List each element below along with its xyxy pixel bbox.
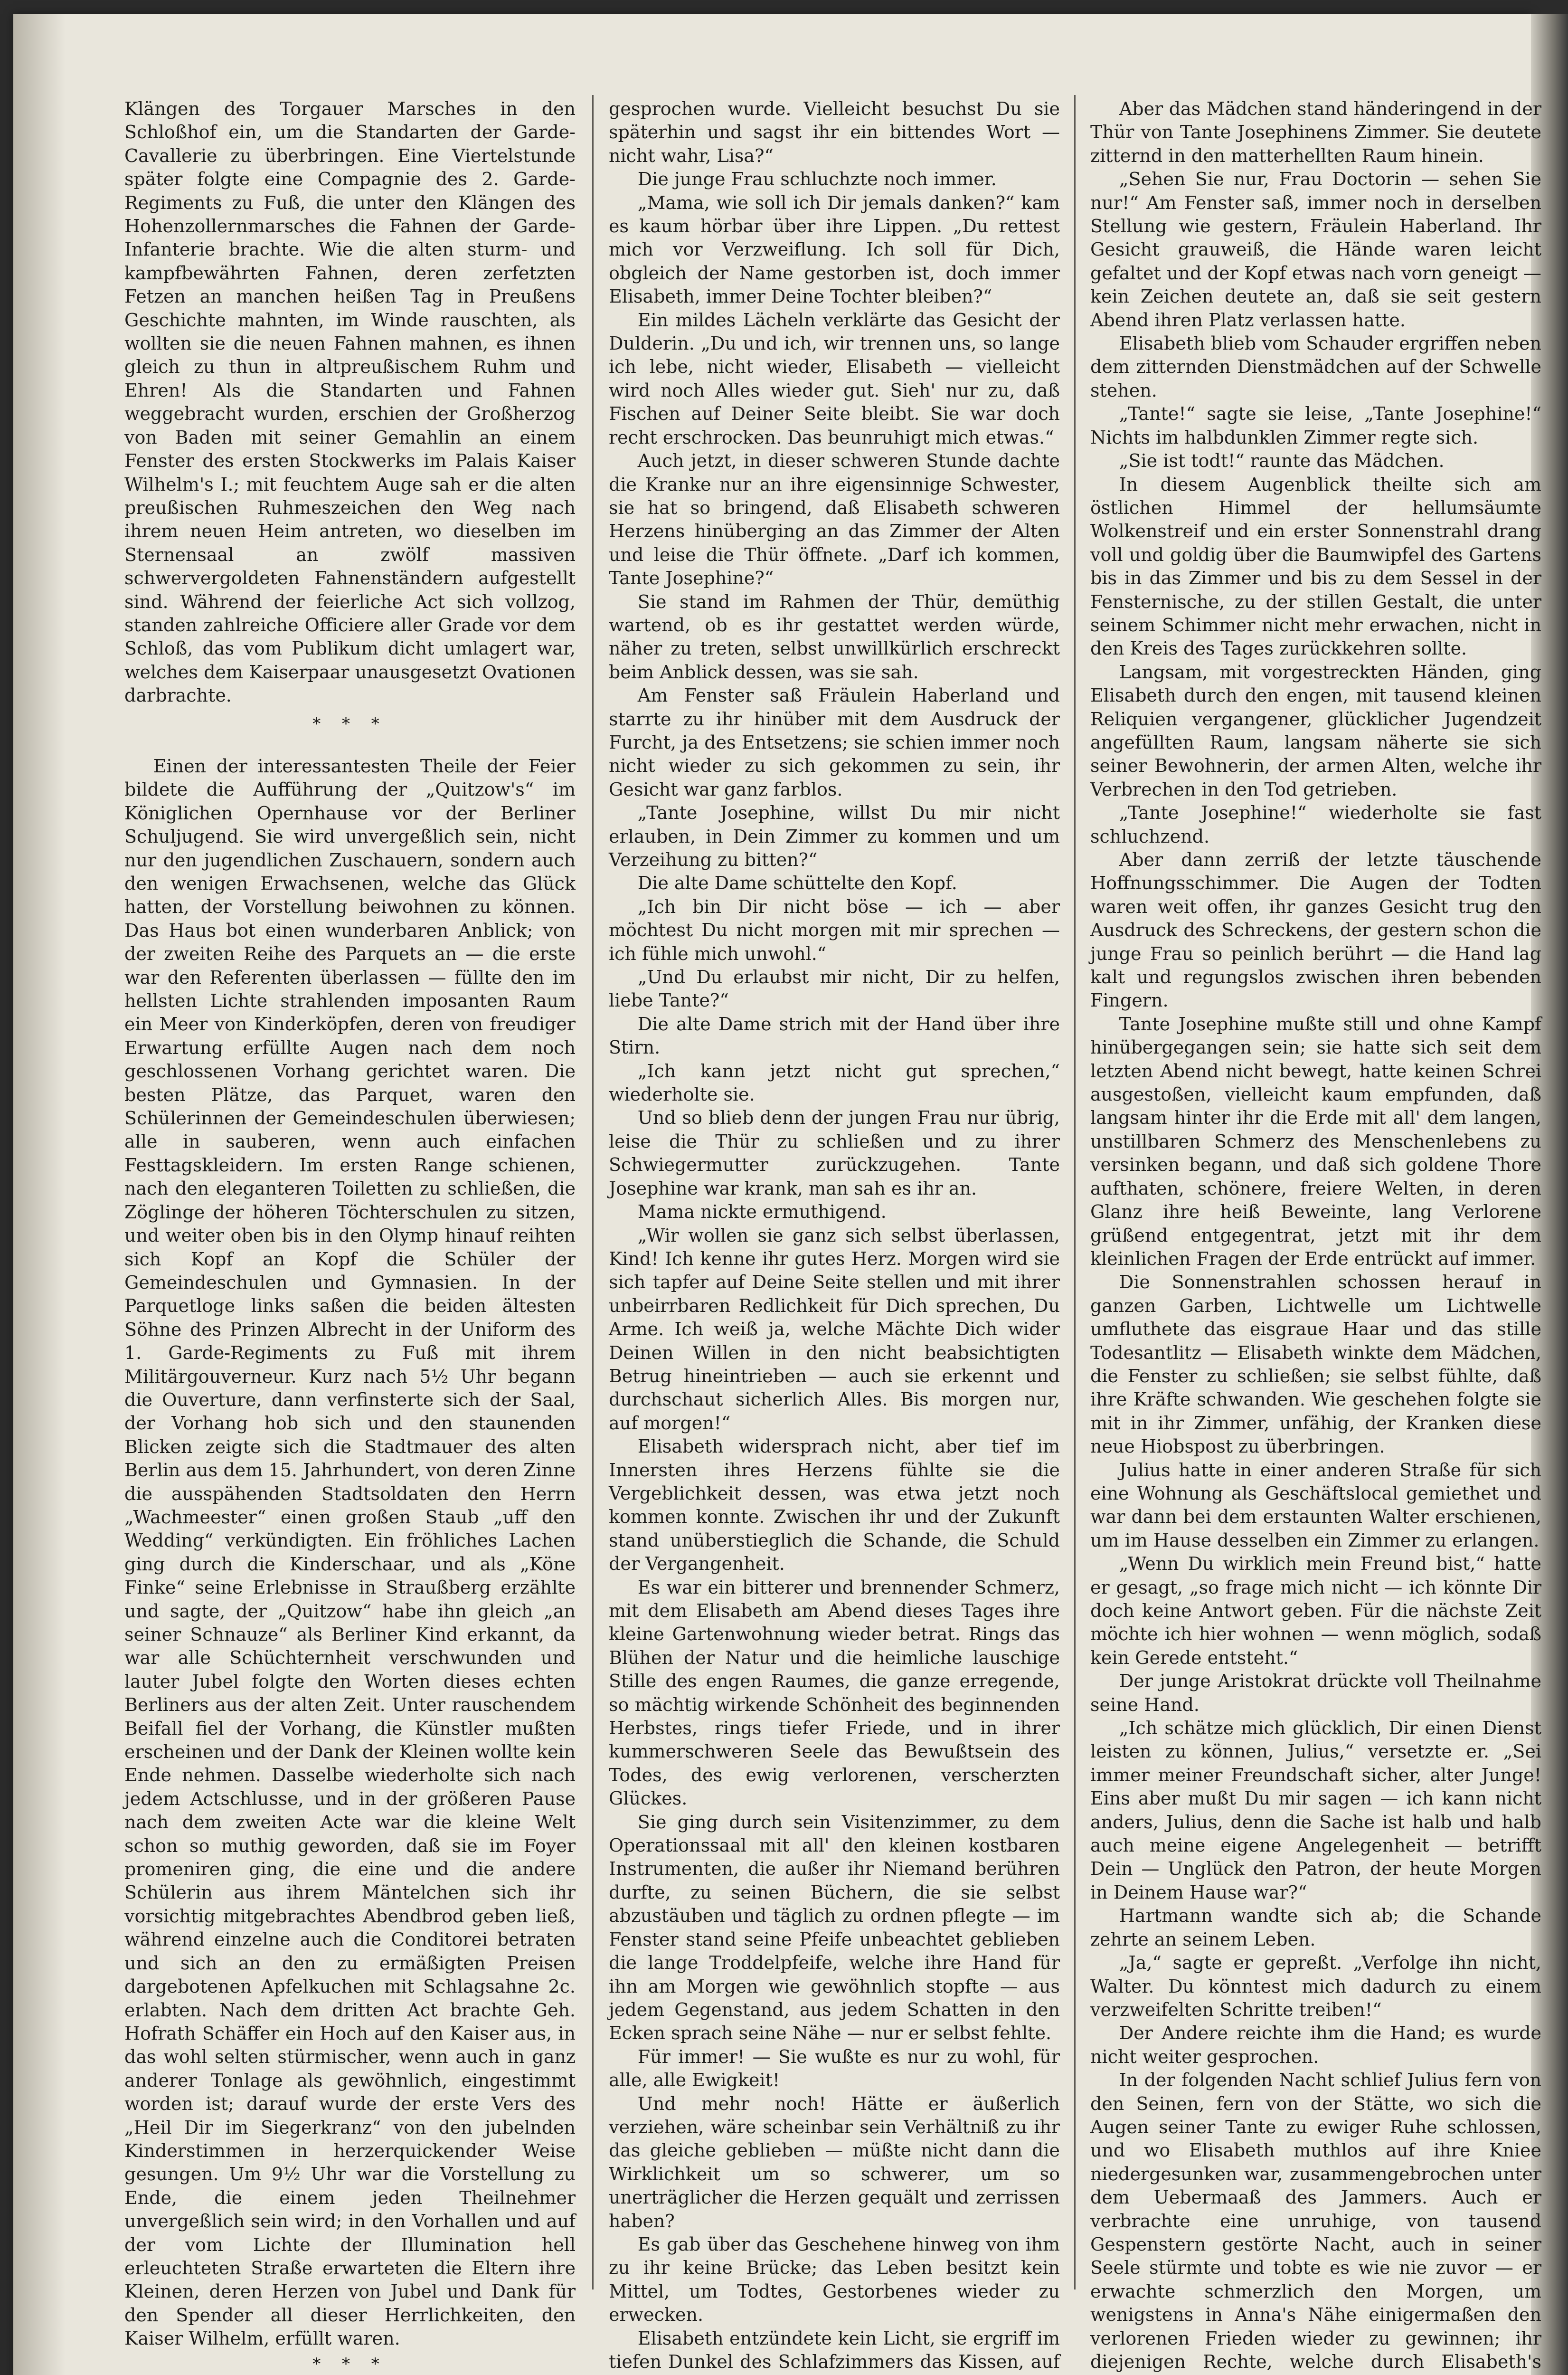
paragraph: „Und Du erlaubst mir nicht, Dir zu helfen, liebe Tante?“ (609, 967, 1060, 1011)
column-2 (609, 97, 1060, 2375)
paragraph: Aber das Mädchen stand händeringend in der Thür von Tante Josephinens Zimmer. Sie deutete zitternd in den matterhellten Raum hinein. (1090, 98, 1541, 166)
paragraph: Tante Josephine mußte still und ohne Kampf hinübergegangen sein; sie hatte sich seit dem letzten Abend nicht bewegt, hatte keinen Schrei ausgestoßen, vielleicht kaum empfunden, daß langsam hinter ihr die Erde mit all' dem langen, unstillbaren Schmerz des Menschenlebens zu versinken begann, und daß sich goldene Thore aufthaten, schönere, freiere Welten, in deren Glanz ihre heiß Beweinte, lang Verlorene grüßend entgegentrat, jetzt mit ihr dem kleinlichen Fragen der Erde entrückt auf immer. (1090, 1013, 1541, 1269)
column-3 (1090, 97, 1541, 2375)
paragraph: Einen der interessantesten Theile der Feier bildete die Aufführung der „Quitzow's“ im Königlichen Opernhause vor der Berliner Schuljugend. Sie wird unvergeßlich sein, nicht nur den jugendlichen Zuschauern, sondern auch den wenigen Erwachsenen, welche das Glück hatten, der Vorstellung beiwohnen zu können. Das Haus bot einen wunderbaren Anblick; von der zweiten Reihe des Parquets an — die erste war den Referenten überlassen — füllte den im hellsten Lichte strahlenden imposanten Raum ein Meer von Kinderköpfen, deren von freudiger Erwartung erfüllte Augen nach dem noch geschlossenen Vorhang gerichtet waren. Die besten Plätze, das Parquet, waren den Schülerinnen der Gemeindeschulen überwiesen; alle in sauberen, wenn auch einfachen Festtagskleidern. Im ersten Range schienen, nach den eleganteren Toiletten zu schließen, die Zöglinge der höheren Töchterschulen zu sitzen, und weiter oben bis in den Olymp hinauf reihten sich Kopf an Kopf die Schüler der Gemeindeschulen und Gymnasien. In der Parquetloge links saßen die beiden ältesten Söhne des Prinzen Albrecht in der Uniform des 1. Garde-Regiments zu Fuß mit ihrem Militärgouverneur. Kurz nach 5½ Uhr begann die Ouverture, dann verfinsterte sich der Saal, der Vorhang hob sich und den staunenden Blicken zeigte sich die Stadtmauer des alten Berlin aus dem 15. Jahrhundert, von deren Zinne die ausspähenden Stadtsoldaten den Herrn „Wachmeester“ einen großen Staub „uff den Wedding“ verkündigten. Ein fröhliches Lachen ging durch die Kinderschaar, und als „Köne Finke“ seine Erlebnisse in Straußberg erzählte und sagte, der „Quitzow“ habe ihn gleich „an seiner Schnauze“ als Berliner Kind erkannt, da war alle Schüchternheit verschwunden und lauter Jubel folgte den Worten dieses echten Berliners aus der alten Zeit. Unter rauschendem Beifall fiel der Vorhang, die Künstler mußten erscheinen und der Dank der Kleinen wollte kein Ende nehmen. Dasselbe wiederholte sich nach jedem Actschlusse, und in der größeren Pause nach dem zweiten Acte war die kleine Welt schon so muthig geworden, daß sie im Foyer promeniren ging, die eine und die andere Schülerin aus ihrem Mäntelchen sich ihr vorsichtig mitgebrachtes Abendbrod geben ließ, während einzelne auch die Conditorei betraten und sich an den zu ermäßigten Preisen dargebotenen Apfelkuchen mit Schlagsahne 2c. erlabten. Nach dem dritten Act brachte Geh. Hofrath Schäffer ein Hoch auf den Kaiser aus, in das wohl selten stürmischer, wenn auch in ganz anderer Tonlage als gewöhnlich, eingestimmt worden ist; darauf wurde der erste Vers des „Heil Dir im Siegerkranz“ von den jubelnden Kinderstimmen in herzerquickender Weise gesungen. Um 9½ Uhr war die Vorstellung zu Ende, die einem jeden Theilnehmer unvergeßlich sein wird; in den Vorhallen und auf der vom Lichte der Illumination hell erleuchteten Straße erwarteten die Eltern ihre Kleinen, deren Herzen von Jubel und Dank für den Spender all dieser Herrlichkeiten, den Kaiser Wilhelm, erfüllt waren. (124, 755, 576, 2349)
paragraph: Mama nickte ermuthigend. (637, 1201, 887, 1223)
paragraph: „Ja,“ sagte er gepreßt. „Verfolge ihn nicht, Walter. Du könntest mich dadurch zu einem verzweifelten Schritte treiben!“ (1090, 1952, 1541, 2020)
paragraph: Und so blieb denn der jungen Frau nur übrig, leise die Thür zu schließen und zu ihrer Schwiegermutter zurückzugehen. Tante Josephine war krank, man sah es ihr an. (609, 1107, 1060, 1199)
paragraph: „Ich schätze mich glücklich, Dir einen Dienst leisten zu können, Julius,“ versetzte er. „Sei immer meiner Freundschaft sicher, alter Junge! Eins aber mußt Du mir sagen — ich kann nicht anders, Julius, denn die Sache ist halb und halb auch meine eigene Angelegenheit — betrifft Dein — Unglück den Patron, der heute Morgen in Deinem Hause war?“ (1090, 1718, 1541, 1903)
paragraph: Es gab über das Geschehene hinweg von ihm zu ihr keine Brücke; das Leben besitzt kein Mittel, um Todtes, Gestorbenes wieder zu erwecken. (609, 2233, 1060, 2326)
paragraph: Am Fenster saß Fräulein Haberland und starrte zu ihr hinüber mit dem Ausdruck der Furcht, ja des Entsetzens; sie schien immer noch nicht wieder zu sich gekommen zu sein, ihr Gesicht war ganz farblos. (609, 685, 1060, 800)
paragraph: In der folgenden Nacht schlief Julius fern von den Seinen, fern von der Stätte, wo sich die Augen seiner Tante zu ewiger Ruhe schlossen, und wo Elisabeth muthlos auf ihre Kniee niedergesunken war, zusammengebrochen unter dem Uebermaaß des Jammers. Auch er verbrachte eine unruhige, von tausend Gespenstern gestörte Nacht, auch in seiner Seele stürmte und tobte es wie nie zuvor — er erwachte schmerzlich den Morgen, um wenigstens in Anna's Nähe einigermaßen den verlorenen Frieden wieder zu gewinnen; ihr diejenigen Rechte, welche durch Elisabeth's (1090, 2070, 1541, 2372)
paragraph: Julius hatte in einer anderen Straße für sich eine Wohnung als Geschäftslocal gemiethet und war dann bei dem erstaunten Walter erschienen, um im Hause desselben ein Zimmer zu erlangen. (1090, 1459, 1541, 1551)
paragraph: Der Andere reichte ihm die Hand; es wurde nicht weiter gesprochen. (1090, 2023, 1541, 2067)
paragraph: In diesem Augenblick theilte sich am östlichen Himmel der hellumsäumte Wolkenstreif und ein erster Sonnenstrahl drang voll und goldig über die Baumwipfel des Gartens bis in das Zimmer und bis zu dem Sessel in der Fensternische, zu der stillen Gestalt, die unter seinem Schimmer nicht mehr erwachen, nicht in den Kreis des Tages zurückkehren sollte. (1090, 474, 1541, 659)
paragraph: Ein mildes Lächeln verklärte das Gesicht der Dulderin. „Du und ich, wir trennen uns, so lange ich lebe, nicht wieder, Elisabeth — vielleicht wird noch Alles wieder gut. Sieh' nur zu, daß Fischen auf Deiner Seite bleibt. Sie war doch recht erschrocken. Das beunruhigt mich etwas.“ (609, 309, 1060, 448)
paragraph: „Mama, wie soll ich Dir jemals danken?“ kam es kaum hörbar über ihre Lippen. „Du rettest mich vor Verzweiflung. Ich soll für Dich, obgleich der Name gestorben ist, doch immer Elisabeth, immer Deine Tochter bleiben?“ (609, 192, 1060, 307)
text-block (124, 97, 576, 708)
paragraph: „Tante Josephine!“ wiederholte sie fast schluchzend. (1090, 802, 1541, 847)
section-separator: * * * (312, 714, 387, 733)
section-separator: * * * (312, 2354, 387, 2374)
text-block (124, 755, 576, 2351)
paragraph: Für immer! — Sie wußte es nur zu wohl, für alle, alle Ewigkeit! (609, 2046, 1060, 2091)
paragraph: „Sehen Sie nur, Frau Doctorin — sehen Sie nur!“ Am Fenster saß, immer noch in derselben Stellung wie gestern, Fräulein Haberland. Ihr Gesicht grauweiß, die Hände waren leicht gefaltet und der Kopf etwas nach vorn geneigt — kein Zeichen deutete an, daß sie seit gestern Abend ihren Platz verlassen hatte. (1090, 169, 1541, 331)
paragraph: „Ich bin Dir nicht böse — ich — aber möchtest Du nicht morgen mit mir sprechen — ich fühle mich unwohl.“ (609, 896, 1060, 964)
paragraph: Elisabeth entzündete kein Licht, sie ergriff im tiefen Dunkel des Schlafzimmers das Kissen, auf (609, 2328, 1060, 2372)
paragraph: Elisabeth widersprach nicht, aber tief im Innersten ihres Herzens fühlte sie die Vergeblichkeit dessen, was etwa jetzt noch kommen konnte. Zwischen ihr und der Zukunft stand unüberstieglich die Schande, die Schuld der Vergangenheit. (609, 1436, 1060, 1575)
column-rule-1 (592, 95, 594, 2290)
paragraph: Und mehr noch! Hätte er äußerlich verziehen, wäre scheinbar sein Verhältniß zu ihr das gleiche geblieben — müßte nicht dann die Wirklichkeit um so schwerer, um so unerträglicher die Herzen gequält und zerrissen haben? (609, 2093, 1060, 2232)
paragraph: Sie ging durch sein Visitenzimmer, zu dem Operationssaal mit all' den kleinen kostbaren Instrumenten, die außer ihr Niemand berühren durfte, zu seinen Büchern, die sie selbst abzustäuben und täglich zu ordnen pflegte — im Fenster stand seine Pfeife unbeachtet geblieben die lange Troddelpfeife, welche ihre Hand für ihn am Morgen wie gewöhnlich stopfte — aus jedem Gegenstand, aus jedem Schatten in den Ecken sprach seine Nähe — nur er selbst fehlte. (609, 1811, 1060, 2044)
paragraph: Langsam, mit vorgestreckten Händen, ging Elisabeth durch den engen, mit tausend kleinen Reliquien vergangener, glücklicher Jugendzeit angefüllten Raum, langsam näherte sie sich seiner Bewohnerin, der armen Alten, welche ihr Verbrechen in den Tod getrieben. (1090, 661, 1541, 800)
paragraph: Der junge Aristokrat drückte voll Theilnahme seine Hand. (1090, 1671, 1541, 1715)
paragraph: Die alte Dame schüttelte den Kopf. (637, 873, 957, 894)
paragraph: Die Sonnenstrahlen schossen herauf in ganzen Garben, Lichtwelle um Lichtwelle umfluthete das eisgraue Haar und das stille Todesantlitz — Elisabeth winkte dem Mädchen, die Fenster zu schließen; sie selbst fühlte, daß ihre Kräfte schwanden. Wie geschehen folgte sie mit in ihr Zimmer, unfähig, der Kranken diese neue Hiobspost zu überbringen. (1090, 1272, 1541, 1457)
paragraph: Auch jetzt, in dieser schweren Stunde dachte die Kranke nur an ihre eigensinnige Schwester, sie hat so bringend, daß Elisabeth schweren Herzens hinüberging an das Zimmer der Alten und leise die Thür öffnete. „Darf ich kommen, Tante Josephine?“ (609, 450, 1060, 589)
paragraph: „Ich kann jetzt nicht gut sprechen,“ wiederholte sie. (609, 1060, 1060, 1105)
paragraph: Klängen des Torgauer Marsches in den Schloßhof ein, um die Standarten der Garde-Cavallerie zu überbringen. Eine Viertelstunde später folgte eine Compagnie des 2. Garde-Regiments zu Fuß, die unter den Klängen des Hohenzollernmarsches die Fahnen der Garde-Infanterie brachte. Wie die alten sturm- und kampfbewährten Fahnen, deren zerfetzten Fetzen an manchen heißen Tag in Preußens Geschichte mahnten, im Winde rauschten, als wollten sie die neuen Fahnen mahnen, es ihnen gleich zu thun in altpreußischem Ruhm und Ehren! Als die Standarten und Fahnen weggebracht wurden, erschien der Großherzog von Baden mit seiner Gemahlin an einem Fenster des ersten Stockwerks im Palais Kaiser Wilhelm's I.; mit feuchtem Auge sah er die alten preußischen Ruhmeszeichen den Weg nach ihrem neuen Heim antreten, wo dieselben im Sternensaal an zwölf massiven schwervergoldeten Fahnenständern aufgestellt sind. Während der feierliche Act sich vollzog, standen zahlreiche Officiere aller Grade vor dem Schloß, das vom Publikum dicht umlagert war, welches dem Kaiserpaar unausgesetzt Ovationen darbrachte. (124, 98, 576, 706)
paragraph: Hartmann wandte sich ab; die Schande zehrte an seinem Leben. (1090, 1905, 1541, 1950)
paragraph: Sie stand im Rahmen der Thür, demüthig wartend, ob es ihr gestattet werden würde, näher zu treten, selbst unwillkürlich erschreckt beim Anblick dessen, was sie sah. (609, 591, 1060, 683)
paragraph: Aber dann zerriß der letzte täuschende Hoffnungsschimmer. Die Augen der Todten waren weit offen, ihr ganzes Gesicht trug den Ausdruck des Schreckens, der gestern schon die junge Frau so peinlich berührt — die Hand lag kalt und regungslos zwischen ihren bebenden Fingern. (1090, 849, 1541, 1011)
paragraph: Die junge Frau schluchzte noch immer. (637, 169, 997, 190)
paragraph: „Wir wollen sie ganz sich selbst überlassen, Kind! Ich kenne ihr gutes Herz. Morgen wird sie sich tapfer auf Deine Seite stellen und mit ihrer unbeirrbaren Redlichkeit für Dich sprechen, Du Arme. Ich weiß ja, welche Mächte Dich wider Deinen Willen in den nicht beabsichtigten Betrug hineintrieben — auch sie erkennt und durchschaut sicherlich Alles. Bis morgen nur, auf morgen!“ (609, 1225, 1060, 1434)
paragraph: „Tante!“ sagte sie leise, „Tante Josephine!“ Nichts im halbdunklen Zimmer regte sich. (1090, 403, 1541, 448)
paragraph: Es war ein bitterer und brennender Schmerz, mit dem Elisabeth am Abend dieses Tages ihre kleine Gartenwohnung wieder betrat. Rings das Blühen der Natur und die heimliche lauschige Stille des engen Raumes, die ganze erregende, so mächtig wirkende Schönheit des beginnenden Herbstes, rings tiefer Friede, und in ihrer kummerschweren Seele das Bewußtsein des Todes, des ewig verlorenen, verscherzten Glückes. (609, 1577, 1060, 1809)
paragraph: Elisabeth blieb vom Schauder ergriffen neben dem zitternden Dienstmädchen auf der Schwelle stehen. (1090, 333, 1541, 401)
paragraph: gesprochen wurde. Vielleicht besuchst Du sie späterhin und sagst ihr ein bittendes Wort — nicht wahr, Lisa?“ (609, 98, 1060, 166)
paragraph: „Wenn Du wirklich mein Freund bist,“ hatte er gesagt, „so frage mich nicht — ich könnte Dir doch keine Antwort geben. Für die nächste Zeit möchte ich hier wohnen — wenn möglich, sodaß kein Gerede entsteht.“ (1090, 1553, 1541, 1668)
column-rule-2 (1074, 95, 1076, 2290)
column-1 (124, 97, 576, 2375)
paragraph: „Sie ist todt!“ raunte das Mädchen. (1119, 450, 1445, 472)
page-binding-shadow (13, 14, 66, 2375)
paragraph: „Tante Josephine, willst Du mir nicht erlauben, in Dein Zimmer zu kommen und um Verzeihung zu bitten?“ (609, 802, 1060, 870)
paragraph: Die alte Dame strich mit der Hand über ihre Stirn. (609, 1013, 1060, 1058)
